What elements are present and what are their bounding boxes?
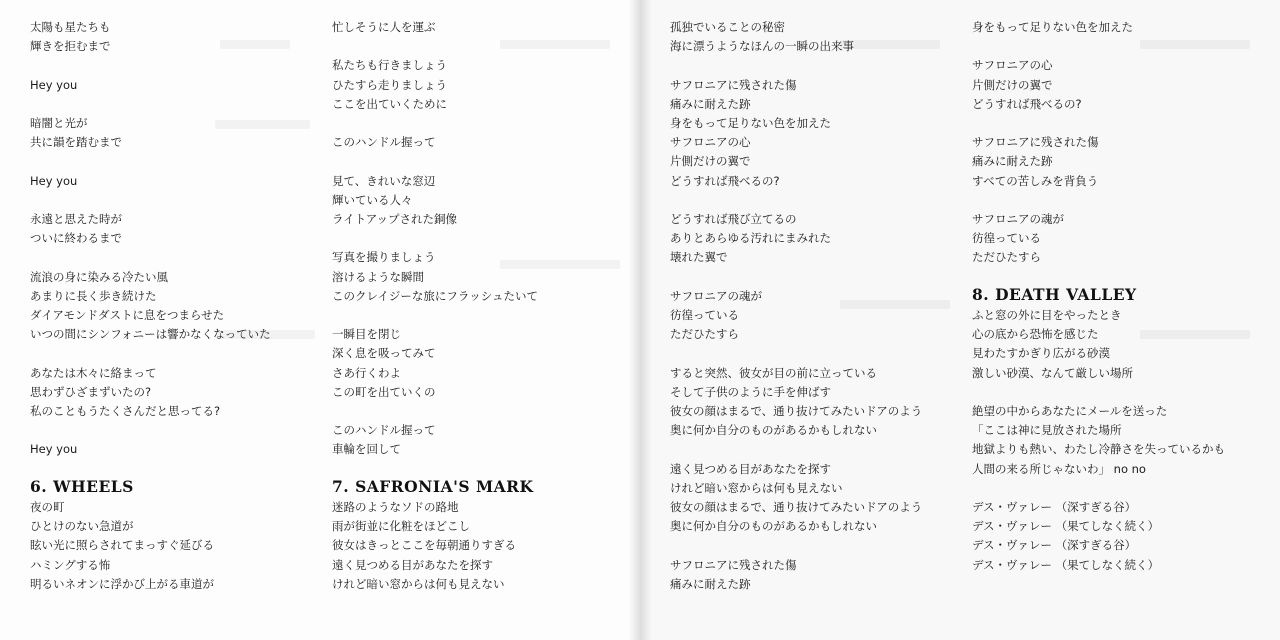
lyric-line: 遠く見つめる目があなたを探す xyxy=(670,461,831,476)
lyric-line: けれど暗い窓からは何も見えない xyxy=(670,480,843,495)
lyric-line: このハンドル握って xyxy=(332,423,436,438)
lyric-line: Hey you xyxy=(30,77,78,92)
lyric-line: すると突然、彼女が目の前に立っている xyxy=(670,365,877,380)
show-through xyxy=(500,260,620,269)
lyric-line: 片側だけの翼で xyxy=(972,77,1053,92)
lyric-line: デス・ヴァレー （深すぎる谷） xyxy=(972,500,1137,514)
lyric-line: サフロニアの心 xyxy=(670,135,751,150)
lyric-line: どうすれば飛べるの? xyxy=(670,173,780,188)
lyric-line: 共に韻を踏むまで xyxy=(30,135,122,150)
lyric-line: 痛みに耐えた跡 xyxy=(972,154,1053,169)
lyric-line: ひたすら走りましょう xyxy=(332,77,447,92)
lyric-line: 私たちも行きましょう xyxy=(332,58,447,73)
lyric-line: 輝いている人々 xyxy=(332,192,413,207)
lyric-line: サフロニアに残された傷 xyxy=(670,557,797,572)
lyric-line: ライトアップされた銅像 xyxy=(332,212,458,226)
lyric-line: 流浪の身に染みる冷たい風 xyxy=(30,269,168,284)
lyric-line: ハミングする怖 xyxy=(30,557,111,572)
lyric-line: けれど暗い窓からは何も見えない xyxy=(332,576,505,591)
lyric-line: 人間の来る所じゃないわ」 no no xyxy=(972,461,1146,476)
show-through xyxy=(1140,330,1250,339)
lyric-line: 「ここは神に見放された場所 xyxy=(972,423,1122,438)
song-title: 8. DEATH VALLEY xyxy=(972,284,1137,304)
lyric-line: 溶けるような瞬間 xyxy=(332,269,424,284)
lyric-line: どうすれば飛び立てるの xyxy=(670,212,797,226)
lyric-line: いつの間にシンフォニーは響かなくなっていた xyxy=(30,327,271,342)
lyric-line: あなたは木々に絡まって xyxy=(30,365,157,380)
lyric-line: このハンドル握って xyxy=(332,135,436,150)
lyric-line: 永遠と思えた時が xyxy=(30,212,122,226)
lyric-line: 痛みに耐えた跡 xyxy=(670,96,751,111)
lyric-line: 身をもって足りない色を加えた xyxy=(972,20,1133,34)
lyric-line: 痛みに耐えた跡 xyxy=(670,576,751,591)
lyric-line: 孤独でいることの秘密 xyxy=(670,20,785,34)
lyric-line: 眩い光に照らされてまっすぐ延びる xyxy=(30,538,214,553)
lyric-line: ダイアモンドダストに息をつまらせた xyxy=(30,308,225,322)
show-through xyxy=(500,40,610,49)
lyric-line: ふと窓の外に目をやったとき xyxy=(972,308,1122,322)
lyric-line: 壊れた翼で xyxy=(670,250,728,265)
lyric-line: 激しい砂漠、なんて厳しい場所 xyxy=(972,365,1133,380)
lyric-line: 一瞬目を閉じ xyxy=(332,327,401,342)
lyric-line: 見わたすかぎり広がる砂漠 xyxy=(972,346,1110,361)
lyric-line: 明るいネオンに浮かび上がる車道が xyxy=(30,576,214,591)
lyric-line: サフロニアに残された傷 xyxy=(972,135,1099,150)
show-through xyxy=(215,120,310,129)
lyric-line: デス・ヴァレー （果てしなく続く） xyxy=(972,519,1160,534)
lyric-line: どうすれば飛べるの? xyxy=(972,96,1082,111)
lyric-line: 迷路のようなソドの路地 xyxy=(332,500,459,514)
lyric-line: あまりに長く歩き続けた xyxy=(30,288,157,303)
show-through xyxy=(840,40,940,49)
lyric-line: 奥に何か自分のものがあるかもしれない xyxy=(670,423,877,438)
lyric-line: 彼女はきっとここを毎朝通りすぎる xyxy=(332,538,516,553)
lyric-line: サフロニアの魂が xyxy=(972,212,1064,226)
lyric-line: 太陽も星たちも xyxy=(30,20,111,34)
lyric-line: サフロニアの魂が xyxy=(670,288,762,303)
lyric-line: デス・ヴァレー （果てしなく続く） xyxy=(972,557,1160,572)
lyric-line: Hey you xyxy=(30,442,78,457)
lyric-line: 彼女の顔はまるで、通り抜けてみたいドアのよう xyxy=(670,404,923,418)
lyric-line: この町を出ていくの xyxy=(332,384,436,399)
lyric-line: 暗闇と光が xyxy=(30,116,88,130)
lyric-line: 輝きを拒むまで xyxy=(30,39,111,54)
lyric-line: 海に漂うようなほんの一瞬の出来事 xyxy=(670,39,854,54)
lyric-line: 心の底から恐怖を感じた xyxy=(972,327,1099,342)
lyric-line: 夜の町 xyxy=(30,500,65,514)
show-through xyxy=(840,300,950,309)
lyric-line: ただひたすら xyxy=(972,250,1041,265)
lyric-line: そして子供のように手を伸ばす xyxy=(670,384,831,399)
lyric-line: ついに終わるまで xyxy=(30,231,122,246)
lyric-line: ここを出ていくために xyxy=(332,96,447,111)
lyric-line: ただひたすら xyxy=(670,327,739,342)
lyric-line: さあ行くわよ xyxy=(332,365,401,380)
song-title: 6. WHEELS xyxy=(30,476,134,496)
lyric-line: ひとけのない急道が xyxy=(30,519,134,534)
lyric-line: 思わずひざまずいたの? xyxy=(30,384,152,399)
lyric-line: 写真を撮りましょう xyxy=(332,250,436,265)
lyric-line: 深く息を吸ってみて xyxy=(332,346,436,361)
lyric-line: ありとあらゆる汚れにまみれた xyxy=(670,231,831,246)
lyric-line: このクレイジーな旅にフラッシュたいて xyxy=(332,288,538,303)
lyric-line: 忙しそうに人を運ぶ xyxy=(332,20,436,34)
lyric-line: 私のこともうたくさんだと思ってる? xyxy=(30,404,221,418)
lyric-line: サフロニアの心 xyxy=(972,58,1053,73)
lyric-line: 身をもって足りない色を加えた xyxy=(670,116,831,130)
lyric-line: 遠く見つめる目があなたを探す xyxy=(332,557,493,572)
lyric-line: 彷徨っている xyxy=(972,231,1041,246)
lyric-line: 彼女の顔はまるで、通り抜けてみたいドアのよう xyxy=(670,500,923,514)
lyric-line: Hey you xyxy=(30,173,78,188)
show-through xyxy=(1140,40,1250,49)
lyric-line: 雨が街並に化粧をほどこし xyxy=(332,519,470,534)
song-title: 7. SAFRONIA'S MARK xyxy=(332,476,534,496)
lyric-line: 彷徨っている xyxy=(670,308,739,322)
show-through xyxy=(220,40,290,49)
lyric-line: サフロニアに残された傷 xyxy=(670,77,797,92)
book-gutter-shadow xyxy=(628,0,652,640)
lyric-line: すべての苦しみを背負う xyxy=(972,173,1099,188)
lyric-line: 車輪を回して xyxy=(332,442,401,457)
lyric-line: 地獄よりも熱い、わたし冷静さを失っているかも xyxy=(972,442,1225,457)
lyric-line: 見て、きれいな窓辺 xyxy=(332,173,436,188)
lyric-line: デス・ヴァレー （深すぎる谷） xyxy=(972,538,1137,553)
lyric-line: 絶望の中からあなたにメールを送った xyxy=(972,404,1168,418)
lyric-line: 片側だけの翼で xyxy=(670,154,751,169)
lyric-line: 奥に何か自分のものがあるかもしれない xyxy=(670,519,877,534)
